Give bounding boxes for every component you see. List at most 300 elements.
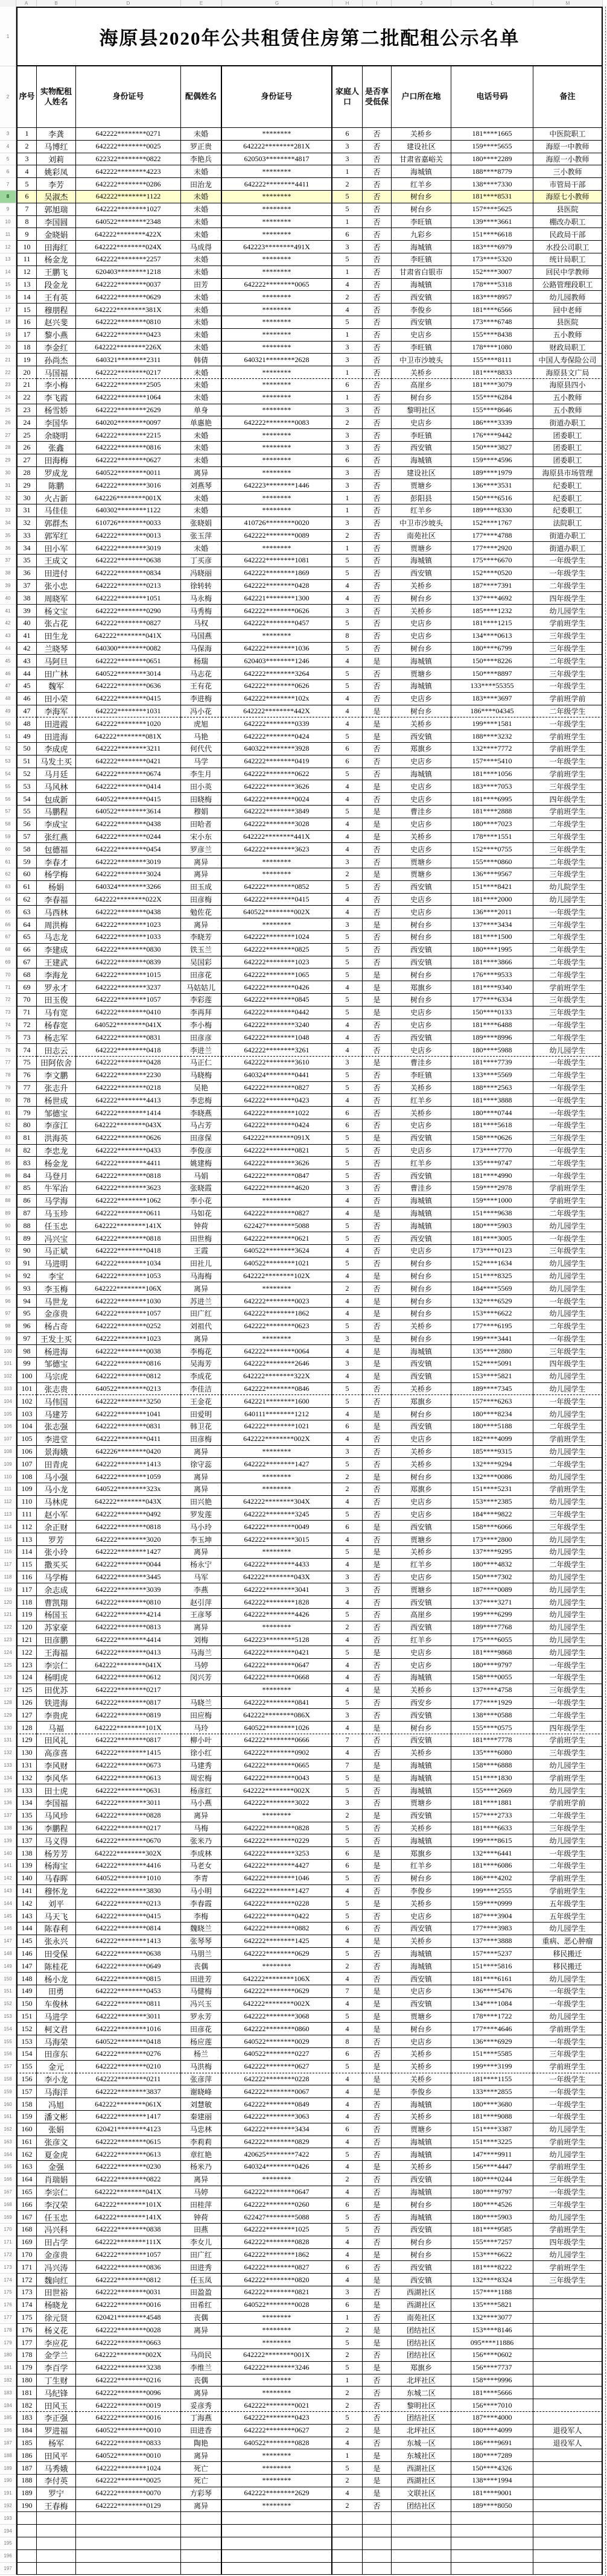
cell-name[interactable]: 马进明 (37, 1258, 76, 1270)
cell-welfare-status[interactable]: 否 (363, 1458, 392, 1471)
cell-phone[interactable]: 181****3005 (451, 1232, 533, 1245)
cell-phone[interactable]: 181****1665 (451, 128, 533, 141)
cell-name[interactable]: 李汉荣 (37, 2198, 76, 2211)
cell-remark[interactable]: 学前班学生 (533, 743, 603, 755)
cell-name[interactable]: 田士虎 (37, 1784, 76, 1797)
cell-family-size[interactable]: 5 (332, 2011, 363, 2023)
row-number[interactable]: 98 (0, 1320, 16, 1333)
cell-serial[interactable]: 190 (16, 2500, 37, 2513)
cell-serial[interactable]: 48 (16, 717, 37, 730)
cell-residence[interactable]: 海城镇 (392, 2148, 451, 2161)
cell-remark[interactable]: 一年级学生 (533, 2098, 603, 2111)
cell-spouse-id-number[interactable] (222, 2537, 332, 2550)
cell-remark[interactable]: 县医院 (533, 316, 603, 329)
cell-id-number[interactable]: 642222********3019 (76, 542, 181, 555)
cell-residence[interactable]: 西安镇 (392, 1232, 451, 1245)
row-number[interactable]: 75 (0, 1031, 16, 1044)
cell-phone[interactable]: 152****1634 (451, 1258, 533, 1270)
cell-phone[interactable]: 157****5237 (451, 1948, 533, 1961)
cell-id-number[interactable]: 642222********0070 (76, 2487, 181, 2500)
row-number[interactable]: 105 (0, 1408, 16, 1420)
row-number[interactable]: 121 (0, 1609, 16, 1621)
cell-phone[interactable]: 159****1000 (451, 1195, 533, 1207)
cell-family-size[interactable]: 5 (332, 253, 363, 266)
cell-family-size[interactable]: 5 (332, 1546, 363, 1559)
cell-residence[interactable]: 西安镇 (392, 1998, 451, 2011)
cell-phone[interactable]: 181****1215 (451, 617, 533, 630)
cell-spouse-id-number[interactable]: 642222********0422 (222, 1910, 332, 1922)
cell-spouse-name[interactable]: 未婚 (181, 542, 222, 555)
cell-welfare-status[interactable]: 是 (363, 1420, 392, 1433)
cell-residence[interactable]: 史店乡 (392, 1496, 451, 1509)
cell-name[interactable]: 张红燕 (37, 831, 76, 844)
cell-family-size[interactable]: 3 (332, 141, 363, 153)
cell-id-number[interactable]: 642222********0811 (76, 1998, 181, 2011)
cell-residence[interactable]: 西湖社区 (392, 2475, 451, 2487)
cell-welfare-status[interactable]: 否 (363, 1659, 392, 1671)
cell-phone[interactable]: 183****3697 (451, 693, 533, 705)
row-number[interactable]: 174 (0, 2274, 16, 2286)
cell-id-number[interactable]: 640202********0097 (76, 416, 181, 429)
cell-spouse-id-number[interactable]: 642222********1021 (222, 1420, 332, 1433)
cell-id-number[interactable]: 640321********2311 (76, 354, 181, 366)
row-number[interactable]: 120 (0, 1596, 16, 1609)
cell-phone[interactable]: 181****1155 (451, 2073, 533, 2086)
cell-spouse-id-number[interactable]: 642222********0829 (222, 2136, 332, 2149)
cell-spouse-name[interactable]: 田广红 (181, 2249, 222, 2262)
cell-serial[interactable]: 169 (16, 2236, 37, 2249)
cell-residence[interactable]: 西安镇 (392, 730, 451, 743)
cell-id-number[interactable]: 642222********1053 (76, 1270, 181, 1283)
cell-id-number[interactable]: 642222********4214 (76, 1609, 181, 1621)
cell-name[interactable]: 李贵虎 (37, 1709, 76, 1722)
cell-spouse-name[interactable]: 马婷 (181, 2186, 222, 2199)
cell-remark[interactable] (533, 2286, 603, 2299)
cell-id-number[interactable]: 642222********0271 (76, 128, 181, 141)
cell-serial[interactable]: 134 (16, 1797, 37, 1810)
row-number[interactable]: 96 (0, 1295, 16, 1308)
cell-serial[interactable]: 63 (16, 906, 37, 918)
cell-id-number[interactable]: 642222********1062 (76, 1195, 181, 1207)
cell-welfare-status[interactable]: 否 (363, 1245, 392, 1258)
row-number[interactable]: 33 (0, 504, 16, 517)
row-number[interactable]: 108 (0, 1446, 16, 1458)
row-number[interactable]: 182 (0, 2374, 16, 2387)
cell-phone[interactable]: 151****5231 (451, 1483, 533, 1496)
cell-residence[interactable]: 海城镇 (392, 1195, 451, 1207)
cell-welfare-status[interactable]: 是 (363, 1684, 392, 1697)
row-number[interactable]: 130 (0, 1722, 16, 1734)
cell-name[interactable]: 金元 (37, 2061, 76, 2073)
cell-remark[interactable]: 二年级学生 (533, 580, 603, 593)
cell-residence[interactable]: 树台乡 (392, 643, 451, 655)
cell-family-size[interactable]: 2 (332, 868, 363, 881)
cell-remark[interactable]: 市管局干部 (533, 178, 603, 191)
cell-spouse-name[interactable] (181, 2336, 222, 2349)
cell-residence[interactable]: 李俊乡 (392, 304, 451, 316)
cell-residence[interactable]: 郑旗乡 (392, 1395, 451, 1408)
cell-residence[interactable]: 关桥乡 (392, 1747, 451, 1760)
cell-residence[interactable]: 树台乡 (392, 994, 451, 1007)
cell-spouse-id-number[interactable]: 642222********3849 (222, 806, 332, 818)
cell-serial[interactable] (16, 2563, 37, 2575)
cell-welfare-status[interactable]: 否 (363, 316, 392, 329)
cell-phone[interactable]: 181****4990 (451, 1169, 533, 1182)
row-number[interactable]: 165 (0, 2161, 16, 2174)
cell-spouse-id-number[interactable]: 642222********0065 (222, 279, 332, 291)
cell-residence[interactable]: 团结社区 (392, 2500, 451, 2513)
column-letter-D[interactable]: D (76, 0, 181, 7)
row-number[interactable]: 119 (0, 1583, 16, 1596)
cell-residence[interactable]: 关桥乡 (392, 2111, 451, 2123)
cell-family-size[interactable]: 4 (332, 1973, 363, 1985)
cell-residence[interactable]: 甘肃省嘉峪关 (392, 153, 451, 166)
cell-spouse-id-number[interactable]: 642222********3022 (222, 1797, 332, 1810)
cell-id-number[interactable]: 642222********1057 (76, 2249, 181, 2262)
row-number[interactable]: 89 (0, 1207, 16, 1220)
cell-name[interactable]: 杨明虎 (37, 1671, 76, 1684)
cell-residence[interactable]: 关桥乡 (392, 1383, 451, 1396)
cell-remark[interactable]: 回民中学教师 (533, 266, 603, 279)
cell-name[interactable]: 火占新 (37, 492, 76, 504)
cell-phone[interactable]: 183****7053 (451, 780, 533, 793)
cell-remark[interactable]: 幼儿园学生 (533, 1784, 603, 1797)
row-number[interactable]: 54 (0, 768, 16, 781)
cell-family-size[interactable]: 4 (332, 2098, 363, 2111)
cell-remark[interactable]: 一年级学生 (533, 717, 603, 730)
cell-spouse-id-number[interactable]: 642222********4426 (222, 1609, 332, 1621)
cell-remark[interactable]: 幼儿园学生 (533, 1308, 603, 1320)
cell-spouse-id-number[interactable]: 410726********0020 (222, 517, 332, 530)
cell-welfare-status[interactable]: 否 (363, 1282, 392, 1295)
cell-spouse-id-number[interactable]: 642222********0067 (222, 2085, 332, 2098)
cell-family-size[interactable]: 4 (332, 2111, 363, 2123)
cell-residence[interactable]: 树台乡 (392, 2236, 451, 2249)
cell-phone[interactable]: 181****6086 (451, 1860, 533, 1872)
cell-residence[interactable]: 树台乡 (392, 1258, 451, 1270)
row-number[interactable]: 148 (0, 1948, 16, 1961)
cell-serial[interactable]: 120 (16, 1621, 37, 1634)
cell-name[interactable]: 车俊林 (37, 1998, 76, 2011)
cell-spouse-name[interactable]: 田桂萍 (181, 2198, 222, 2211)
cell-residence[interactable]: 甘肃省白银市 (392, 266, 451, 279)
cell-serial[interactable]: 100 (16, 1370, 37, 1383)
cell-spouse-id-number[interactable]: 642222********1023 (222, 956, 332, 969)
cell-id-number[interactable]: 642222********1413 (76, 1458, 181, 1471)
cell-family-size[interactable]: 4 (332, 592, 363, 605)
cell-family-size[interactable]: 5 (332, 2462, 363, 2475)
cell-residence[interactable]: 贾塘乡 (392, 667, 451, 680)
cell-spouse-name[interactable]: 李梅花 (181, 1345, 222, 1358)
cell-id-number[interactable]: 642222********0813 (76, 1621, 181, 1634)
cell-id-number[interactable]: 642222********0438 (76, 818, 181, 831)
cell-spouse-name[interactable]: 田兴艳 (181, 1496, 222, 1509)
cell-phone[interactable]: 135****9747 (451, 1157, 533, 1169)
cell-name[interactable]: 马伟国 (37, 1395, 76, 1408)
cell-residence[interactable]: 团结社区 (392, 2349, 451, 2362)
cell-family-size[interactable]: 6 (332, 1847, 363, 1860)
cell-remark[interactable]: 五小教师 (533, 329, 603, 342)
cell-phone[interactable]: 136****9567 (451, 868, 533, 881)
cell-spouse-id-number[interactable]: 642222********0627 (222, 2061, 332, 2073)
cell-remark[interactable]: 四年级学生 (533, 2236, 603, 2249)
cell-residence[interactable]: 树台乡 (392, 1333, 451, 1346)
row-number[interactable]: 188 (0, 2449, 16, 2462)
cell-residence[interactable]: 树台乡 (392, 592, 451, 605)
cell-serial[interactable]: 165 (16, 2186, 37, 2199)
cell-spouse-name[interactable]: 田彦花 (181, 2023, 222, 2035)
cell-spouse-id-number[interactable]: ******** (222, 392, 332, 404)
cell-family-size[interactable]: 4 (332, 1671, 363, 1684)
cell-residence[interactable]: 树台乡 (392, 1471, 451, 1483)
cell-family-size[interactable]: 1 (332, 216, 363, 229)
cell-id-number[interactable]: 642222********0834 (76, 567, 181, 580)
cell-id-number[interactable]: 642222********1414 (76, 1107, 181, 1119)
cell-serial[interactable]: 180 (16, 2374, 37, 2387)
cell-remark[interactable]: 幼儿园学生 (533, 1646, 603, 1659)
cell-residence[interactable]: 关桥乡 (392, 1684, 451, 1697)
cell-serial[interactable]: 39 (16, 605, 37, 617)
cell-id-number[interactable]: 642222********111X (76, 2236, 181, 2249)
cell-remark[interactable]: 学前班学生 (533, 2161, 603, 2174)
cell-welfare-status[interactable]: 是 (363, 981, 392, 994)
cell-spouse-id-number[interactable]: ******** (222, 191, 332, 203)
cell-welfare-status[interactable]: 否 (363, 1885, 392, 1898)
cell-spouse-name[interactable]: 丧偶 (181, 2374, 222, 2387)
cell-residence[interactable]: 关桥乡 (392, 2048, 451, 2061)
cell-welfare-status[interactable]: 否 (363, 203, 392, 216)
cell-remark[interactable]: 退役军人 (533, 2425, 603, 2437)
cell-id-number[interactable]: 642222********1024 (76, 2462, 181, 2475)
cell-spouse-id-number[interactable]: 642222********0421 (222, 1646, 332, 1659)
cell-id-number[interactable]: 642226********0420 (76, 1446, 181, 1458)
cell-name[interactable]: 田广林 (37, 667, 76, 680)
cell-id-number[interactable]: 642222********1023 (76, 1333, 181, 1346)
cell-phone[interactable]: 180****5903 (451, 2211, 533, 2224)
cell-serial[interactable]: 150 (16, 1998, 37, 2011)
cell-remark[interactable]: 海原一中教师 (533, 141, 603, 153)
row-number[interactable]: 38 (0, 567, 16, 580)
cell-serial[interactable]: 167 (16, 2211, 37, 2224)
cell-welfare-status[interactable]: 否 (363, 392, 392, 404)
cell-id-number[interactable]: 642222********1057 (76, 994, 181, 1007)
cell-id-number[interactable]: 640522********0213 (76, 1383, 181, 1396)
cell-serial[interactable]: 21 (16, 379, 37, 392)
cell-id-number[interactable]: 642222********0013 (76, 530, 181, 542)
cell-family-size[interactable]: 4 (332, 831, 363, 844)
row-number[interactable]: 196 (0, 2550, 16, 2563)
cell-name[interactable]: 马阿旦 (37, 655, 76, 667)
cell-remark[interactable] (533, 2563, 603, 2575)
cell-spouse-name[interactable]: 李生月 (181, 768, 222, 781)
cell-spouse-id-number[interactable]: ******** (222, 454, 332, 467)
row-number[interactable]: 58 (0, 818, 16, 831)
cell-spouse-id-number[interactable]: 642222********322X (222, 1370, 332, 1383)
cell-remark[interactable]: 三年级学生 (533, 643, 603, 655)
cell-residence[interactable]: 李旺镇 (392, 429, 451, 442)
cell-phone[interactable]: 155****6284 (451, 392, 533, 404)
row-number[interactable]: 29 (0, 454, 16, 467)
cell-residence[interactable]: 树台乡 (392, 1308, 451, 1320)
cell-name[interactable]: 丁生财 (37, 2374, 76, 2387)
cell-name[interactable]: 冯兴涛 (37, 2261, 76, 2274)
cell-phone[interactable]: 181****7739 (451, 1057, 533, 1069)
cell-id-number[interactable]: 642222********2257 (76, 253, 181, 266)
cell-welfare-status[interactable]: 否 (363, 492, 392, 504)
cell-phone[interactable]: 132****8324 (451, 2274, 533, 2286)
cell-phone[interactable]: 181****2000 (451, 894, 533, 906)
cell-spouse-name[interactable]: 张米乃 (181, 1834, 222, 1847)
cell-spouse-name[interactable]: 未婚 (181, 429, 222, 442)
row-number[interactable]: 10 (0, 216, 16, 229)
cell-welfare-status[interactable]: 否 (363, 1571, 392, 1584)
cell-welfare-status[interactable]: 否 (363, 1621, 392, 1634)
cell-welfare-status[interactable]: 否 (363, 1734, 392, 1747)
cell-welfare-status[interactable]: 否 (363, 379, 392, 392)
cell-phone[interactable]: 189****8050 (451, 2500, 533, 2513)
row-number[interactable]: 192 (0, 2500, 16, 2513)
cell-residence[interactable] (392, 2537, 451, 2550)
cell-remark[interactable]: 一年级学生 (533, 1232, 603, 1245)
cell-spouse-id-number[interactable]: 642222********0415 (222, 894, 332, 906)
cell-family-size[interactable]: 4 (332, 1722, 363, 1734)
row-number[interactable]: 172 (0, 2249, 16, 2262)
cell-spouse-name[interactable]: 罗彦兰 (181, 843, 222, 856)
cell-name[interactable]: 马风林 (37, 780, 76, 793)
row-number[interactable]: 100 (0, 1345, 16, 1358)
cell-name[interactable]: 张永兴 (37, 1935, 76, 1948)
cell-name[interactable]: 李国华 (37, 416, 76, 429)
cell-residence[interactable]: 关桥乡 (392, 2161, 451, 2174)
cell-remark[interactable]: 学前班学生 (533, 1483, 603, 1496)
row-number[interactable]: 178 (0, 2324, 16, 2336)
cell-family-size[interactable]: 4 (332, 1998, 363, 2011)
cell-id-number[interactable]: 642222********3024 (76, 868, 181, 881)
cell-remark[interactable]: 团委职工 (533, 429, 603, 442)
cell-id-number[interactable]: 642222********002X (76, 2349, 181, 2362)
cell-residence[interactable]: 史店乡 (392, 793, 451, 806)
cell-residence[interactable]: 海城镇 (392, 2098, 451, 2111)
cell-id-number[interactable]: 642222********0428 (76, 1057, 181, 1069)
header-spouse-id-number[interactable]: 身份证号 (222, 66, 332, 128)
cell-family-size[interactable]: 3 (332, 517, 363, 530)
cell-serial[interactable]: 184 (16, 2425, 37, 2437)
cell-residence[interactable]: 李旺镇 (392, 1069, 451, 1082)
cell-remark[interactable]: 三年级学生 (533, 843, 603, 856)
row-number[interactable]: 101 (0, 1358, 16, 1370)
cell-name[interactable]: 李金红 (37, 342, 76, 354)
cell-name[interactable]: 田彦鹏 (37, 1634, 76, 1647)
cell-residence[interactable]: 贾塘乡 (392, 868, 451, 881)
cell-spouse-name[interactable]: 离异 (181, 1546, 222, 1559)
cell-family-size[interactable]: 5 (332, 1458, 363, 1471)
cell-residence[interactable]: 关桥乡 (392, 717, 451, 730)
cell-residence[interactable]: 史店乡 (392, 818, 451, 831)
cell-remark[interactable]: 三年级学生 (533, 868, 603, 881)
cell-name[interactable]: 邹德宝 (37, 1107, 76, 1119)
cell-name[interactable]: 杨占奇 (37, 1320, 76, 1333)
cell-spouse-name[interactable]: 张晓娟 (181, 517, 222, 530)
header-residence[interactable]: 户口所在地 (392, 66, 451, 128)
cell-name[interactable]: 田进霞 (37, 717, 76, 730)
cell-remark[interactable]: 纪委职工 (533, 479, 603, 492)
cell-spouse-name[interactable]: 田世梅 (181, 1232, 222, 1245)
cell-spouse-name[interactable]: 未婚 (181, 392, 222, 404)
cell-spouse-id-number[interactable]: ******** (222, 253, 332, 266)
cell-phone[interactable]: 136****3531 (451, 479, 533, 492)
cell-id-number[interactable]: 642222********0031 (76, 2286, 181, 2299)
cell-spouse-id-number[interactable]: 642222********1025 (222, 2224, 332, 2236)
cell-serial[interactable]: 171 (16, 2261, 37, 2274)
cell-welfare-status[interactable]: 否 (363, 329, 392, 342)
cell-spouse-name[interactable]: 杨应莲 (181, 2035, 222, 2048)
cell-residence[interactable]: 贾塘乡 (392, 2123, 451, 2136)
cell-remark[interactable]: 四年级学生 (533, 1722, 603, 1734)
cell-remark[interactable]: 四年级学生 (533, 592, 603, 605)
cell-name[interactable]: 铁进海 (37, 1697, 76, 1709)
cell-family-size[interactable]: 2 (332, 2475, 363, 2487)
cell-phone[interactable]: 181****3079 (451, 379, 533, 392)
cell-serial[interactable]: 103 (16, 1408, 37, 1420)
row-number[interactable]: 179 (0, 2336, 16, 2349)
cell-welfare-status[interactable]: 否 (363, 931, 392, 944)
cell-family-size[interactable]: 4 (332, 1370, 363, 1383)
cell-name[interactable]: 田优苏 (37, 1684, 76, 1697)
cell-id-number[interactable]: 642222********0812 (76, 1370, 181, 1383)
cell-family-size[interactable]: 4 (332, 2136, 363, 2149)
cell-name[interactable]: 杨小龙 (37, 1973, 76, 1985)
cell-residence[interactable]: 史店乡 (392, 1119, 451, 1132)
cell-remark[interactable]: 三年级学生 (533, 1684, 603, 1697)
cell-welfare-status[interactable]: 否 (363, 1797, 392, 1810)
cell-residence[interactable]: 红羊乡 (392, 1634, 451, 1647)
cell-spouse-id-number[interactable]: 642222********0821 (222, 1145, 332, 1157)
cell-remark[interactable]: 移民搬迁 (533, 1948, 603, 1961)
cell-welfare-status[interactable]: 是 (363, 717, 392, 730)
cell-id-number[interactable]: 642222********0019 (76, 2399, 181, 2412)
cell-welfare-status[interactable]: 是 (363, 1132, 392, 1145)
cell-id-number[interactable]: 642222********0415 (76, 1910, 181, 1922)
cell-family-size[interactable]: 4 (332, 1345, 363, 1358)
cell-phone[interactable]: 151****1830 (451, 1772, 533, 1784)
row-number[interactable]: 170 (0, 2224, 16, 2236)
cell-welfare-status[interactable]: 是 (363, 1722, 392, 1734)
cell-id-number[interactable]: 642222********0038 (76, 1345, 181, 1358)
cell-name[interactable]: 洪海英 (37, 1132, 76, 1145)
cell-name[interactable]: 余志成 (37, 1583, 76, 1596)
row-number[interactable]: 190 (0, 2475, 16, 2487)
cell-spouse-id-number[interactable]: 640321********2628 (222, 354, 332, 366)
cell-id-number[interactable]: 642222********1051 (76, 592, 181, 605)
row-number[interactable]: 99 (0, 1333, 16, 1346)
cell-remark[interactable]: 民政局干部 (533, 228, 603, 241)
cell-spouse-name[interactable]: 田应梅 (181, 1709, 222, 1722)
cell-remark[interactable] (533, 2336, 603, 2349)
cell-serial[interactable]: 87 (16, 1207, 37, 1220)
cell-welfare-status[interactable]: 否 (363, 1973, 392, 1985)
cell-name[interactable]: 杨春宽 (37, 1019, 76, 1032)
cell-family-size[interactable]: 4 (332, 1684, 363, 1697)
cell-spouse-id-number[interactable]: 642222********3623 (222, 843, 332, 856)
cell-family-size[interactable]: 5 (332, 1784, 363, 1797)
cell-spouse-name[interactable]: 冯小花 (181, 705, 222, 718)
cell-family-size[interactable]: 2 (332, 416, 363, 429)
cell-phone[interactable]: 180****9797 (451, 1659, 533, 1671)
cell-phone[interactable]: 151****5585 (451, 2048, 533, 2061)
cell-family-size[interactable] (332, 2512, 363, 2525)
cell-name[interactable]: 赵小军 (37, 1509, 76, 1521)
cell-welfare-status[interactable]: 否 (363, 2387, 392, 2399)
